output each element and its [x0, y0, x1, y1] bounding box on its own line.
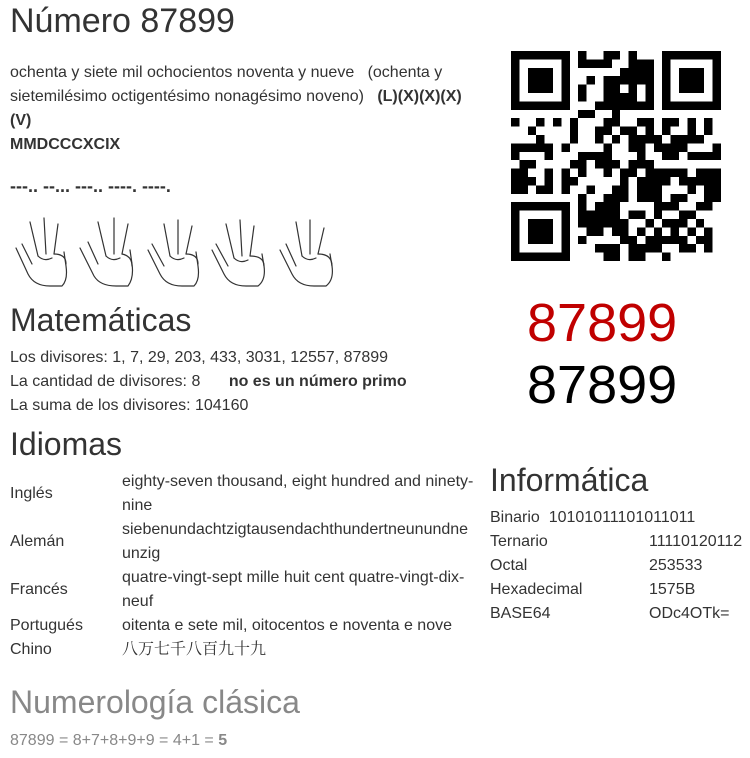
- table-row: [490, 506, 742, 530]
- numerology-section-title: Numerología clásica: [10, 684, 300, 720]
- base-value: 1575B: [649, 581, 696, 598]
- base-label: Ternario: [490, 533, 548, 550]
- divisor-sum-value: 104160: [194, 397, 249, 414]
- base-label: BASE64: [490, 605, 551, 622]
- computing-section-title: Informática: [490, 462, 649, 498]
- base-value: ODc4OTk=: [649, 605, 730, 622]
- math-section: [10, 346, 480, 418]
- language-name: Alemán: [10, 533, 65, 550]
- numerology-result: 5: [218, 732, 228, 749]
- language-text: 八万七千八百九十九: [122, 641, 267, 658]
- table-row: [10, 638, 475, 662]
- binary-label: Binario: [490, 509, 540, 526]
- sign-language-hands-icon: [8, 214, 338, 292]
- language-text: eighty-seven thousand, eight hundred and ninety-nine: [122, 473, 474, 514]
- language-name: Portugués: [10, 617, 83, 634]
- base-label: Octal: [490, 557, 528, 574]
- binary-row: [490, 506, 742, 530]
- base-value: 11110120112: [649, 533, 743, 550]
- table-row: [490, 578, 742, 602]
- base-label: Hexadecimal: [490, 581, 583, 598]
- divisor-count-value: 8: [191, 373, 201, 390]
- roman-numeral-parens: (L)(X)(X)(X)(V): [10, 88, 462, 129]
- divisor-sum-line: [10, 394, 480, 418]
- divisors-label: Los divisores:: [10, 349, 108, 366]
- table-row: [490, 530, 742, 554]
- morse-code: ---.. --... ---.. ----. ----.: [10, 176, 171, 196]
- divisor-count-label: La cantidad de divisores:: [10, 373, 187, 390]
- spelled-out-number: [10, 61, 475, 157]
- language-name: Chino: [10, 641, 52, 658]
- language-text: siebenundachtzigtausendachthundertneunundneunzig: [122, 521, 469, 562]
- table-row: [490, 554, 742, 578]
- page-title: Número 87899: [10, 2, 235, 40]
- table-row: [10, 566, 475, 614]
- prime-status: no es un número primo: [228, 373, 407, 390]
- language-text: oitenta e sete mil, oitocentos e noventa e nove: [122, 617, 452, 634]
- language-text: quatre-vingt-sept mille huit cent quatre-vingt-dix-neuf: [122, 569, 465, 610]
- divisors-value: 1, 7, 29, 203, 433, 3031, 12557, 87899: [112, 349, 389, 366]
- languages-table: [10, 470, 475, 662]
- table-row: [10, 518, 475, 566]
- language-name: Inglés: [10, 485, 53, 502]
- table-row: [10, 614, 475, 638]
- binary-value: 10101011101011011: [548, 509, 696, 526]
- cardinal-spelling: ochenta y siete mil ochocientos noventa y nueve: [10, 64, 355, 81]
- numerology-expression: 87899 = 8+7+8+9+9 = 4+1 =: [10, 732, 214, 749]
- computing-table: [490, 506, 742, 626]
- ordinal-spelling: (ochenta y sietemilésimo octigentésimo nonagésimo noveno): [10, 64, 443, 105]
- table-row: [490, 602, 742, 626]
- language-name: Francés: [10, 581, 68, 598]
- divisor-count-line: [10, 370, 480, 394]
- qr-code-icon: [511, 51, 721, 261]
- divisors-line: [10, 346, 480, 370]
- math-section-title: Matemáticas: [10, 302, 192, 338]
- number-display-black: 87899: [527, 355, 678, 415]
- table-row: [10, 470, 475, 518]
- roman-numeral: MMDCCCXCIX: [10, 136, 121, 153]
- divisor-sum-label: La suma de los divisores:: [10, 397, 191, 414]
- number-display-red: 87899: [527, 293, 678, 353]
- languages-section-title: Idiomas: [10, 426, 123, 462]
- base-value: 253533: [649, 557, 703, 574]
- numerology-formula: [10, 729, 227, 753]
